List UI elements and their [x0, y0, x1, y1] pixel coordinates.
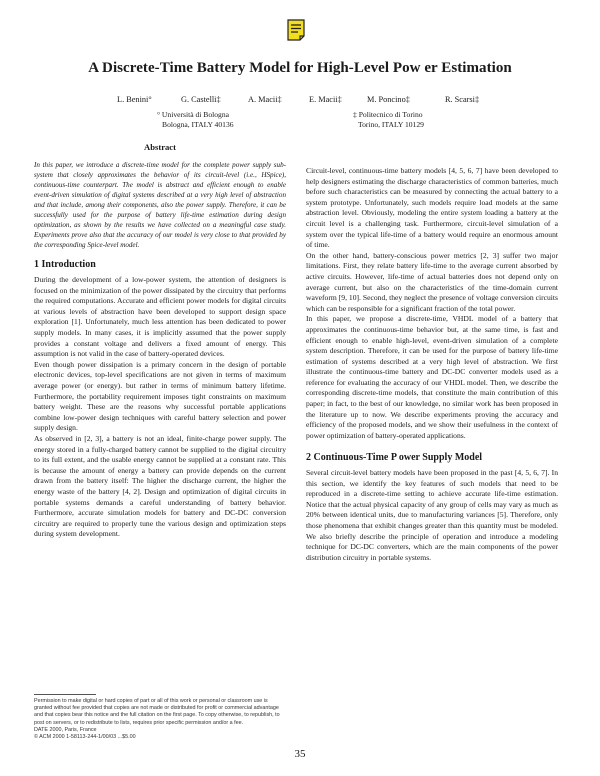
- affiliation: [353, 110, 424, 130]
- abstract-heading: Abstract: [144, 142, 176, 152]
- author-name: L. Benini°: [117, 95, 152, 104]
- affiliation-line: ° Università di Bologna: [157, 110, 230, 119]
- paragraph: As observed in [2, 3], a battery is not an ideal, finite-charge power supply. The energy stored in a fully-charged battery cannot be supplied to the digital circuitry to its full extent, and the usable energy cannot be supplied at a constant rate. This is because the amount of energy a battery can provide depends on the current drawn from the battery itself: The higher the discharge current, the higher the energy waste of the battery [4, 2]. Design and optimization of digital circuits in portable systems demands a careful understanding of battery behavior. Furthermore, accurate simulation models for battery and DC-DC conversion circuitry are required to properly tune the various design and optimization steps during system development.: [34, 433, 286, 539]
- paragraph: Several circuit-level battery models have been proposed in the past [4, 5, 6, 7]. In this section, we identify the key features of such models that need to be reproduced in a discrete-time setting to achieve accurate life-time estimation. Notice that the actual physical capacity of any group of cells may vary as much as 20% between identical units, due to manufacturing variances [5]. Therefore, only those phenomena that exhibit changes greater than this quantity must be modeled. We also briefly describe the principle of operation and introduce a modeling technique for DC-DC converters, which are the main components of the power distribution circuitry in portable systems.: [306, 468, 558, 562]
- right-column: [306, 166, 558, 563]
- footnote-rule: [34, 694, 96, 695]
- affiliation-line: Torino, ITALY 10129: [358, 120, 424, 129]
- author-name: R. Scarsi‡: [445, 95, 480, 104]
- section-heading: 1 Introduction: [34, 259, 96, 271]
- permission-text: Permission to make digital or hard copies of part or all of this work or personal or classroom use is granted without fee provided that copies are not made or distributed for profit or commercial advantage and that copies bear this notice and the full citation on the first page. To copy otherwise, to republish, to post on servers, or to redistribute to lists, requires prior specific permission and/or a fee.: [34, 698, 280, 726]
- author-name: E. Macii‡: [309, 95, 342, 104]
- left-column: [34, 142, 286, 540]
- copyright-line: © ACM 2000 1-58113-244-1/00/03 ...$5.00: [34, 734, 136, 741]
- abstract-text: In this paper, we introduce a discrete-time model for the complete power supply sub-system that closely approximates the behavior of its circuit-level (i.e., HSpice), continuous-time counterpart. The model is abstract and efficient enough to enable event-driven simulation of digital systems described at a very high level of abstraction and that include, among their components, also the power supply. Therefore, it can be successfully used for the purpose of battery life-time estimation during design optimization, as shown by the results we have collected on a meaningful case study. Experiments prove also that the accuracy of our model is very close to that provided by the corresponding Spice-level model.: [34, 160, 286, 250]
- section-heading: 2 Continuous-Time P ower Supply Model: [306, 452, 483, 464]
- acm-document-icon: [287, 19, 305, 41]
- author-name: G. Castelli‡: [181, 95, 221, 104]
- paragraph: On the other hand, battery-conscious power metrics [2, 3] suffer two major limitations. First, they relate battery life-time to the average current absorbed by active circuits. However, life-time of actual batteries does not depend only on average current, but also on the characteristics of the time-domain current waveform [9, 10]. Second, they neglect the presence of voltage conversion circuits which can be responsible for a significant fraction of the total power.: [306, 250, 558, 313]
- paragraph: During the development of a low-power system, the attention of designers is focused on the minimization of the power dissipated by the circuitry that performs the required computations. Accurate and efficient power models for digital circuits at various levels of abstraction have been developed to support design space exploration [1]. Unfortunately, much less attention has been dedicated to power supply models. In many cases, it is implicitly assumed that the power supply provides a constant voltage and delivers a fixed amount of energy. This assumption is not valid in the case of battery-operated devices.: [34, 275, 286, 359]
- affiliation-line: Bologna, ITALY 40136: [162, 120, 234, 129]
- page-number: 35: [294, 748, 306, 760]
- author-name: M. Poncino‡: [367, 95, 410, 104]
- affiliation-line: ‡ Politecnico di Torino: [353, 110, 423, 119]
- paragraph: In this paper, we propose a discrete-time, VHDL model of a battery that approximates the continuous-time behavior but, at the same time, is fast and efficient enough to enable high-level, event-driven simulation of a complete system description. Therefore, it can be used for the purpose of battery life-time estimation of systems described at a very high level of abstraction. We first illustrate the continuous-time battery and DC-DC converter models used as a reference for evaluating the accuracy of our VHDL model. Then, we describe the corresponding discrete-time models, that constitute the main contribution of this paper; in fact, to the best of our knowledge, no similar work has been proposed in the literature up to now. We describe experiments proving the accuracy and efficiency of the proposed models, and we show their usefulness in the context of power optimization of battery-operated applications.: [306, 314, 558, 440]
- affiliation: [157, 110, 234, 130]
- permission-footnote: [34, 698, 286, 741]
- paragraph: Circuit-level, continuous-time battery models [4, 5, 6, 7] have been developed to help designers estimating the discharge characteristics of common batteries, much before such characteristics can be measured by connecting the actual battery to a system prototype. Unfortunately, such models require load models at the same abstraction level. Obviously, modeling the entire system loading a battery at the circuit level is a challenging task. Furthermore, circuit-level simulation of a system over the typical life-time of a battery would require an enormous amount of time.: [306, 166, 558, 250]
- paragraph: Even though power dissipation is a primary concern in the design of portable electronic devices, top-level specifications are not given in terms of maximum average power (or energy). but rather in terms of minimum battery lifetime. Furthermore, the portability requirement imposes tight constraints on maximum battery weight. These are the reasons why successful portable applications combine low-power design techniques with careful battery selection and power supply design.: [34, 359, 286, 433]
- author-name: A. Macii‡: [248, 95, 282, 104]
- conference-line: DATE 2000, Paris, France: [34, 726, 97, 733]
- paper-title: A Discrete-Time Battery Model for High-Level Pow er Estimation: [88, 60, 512, 76]
